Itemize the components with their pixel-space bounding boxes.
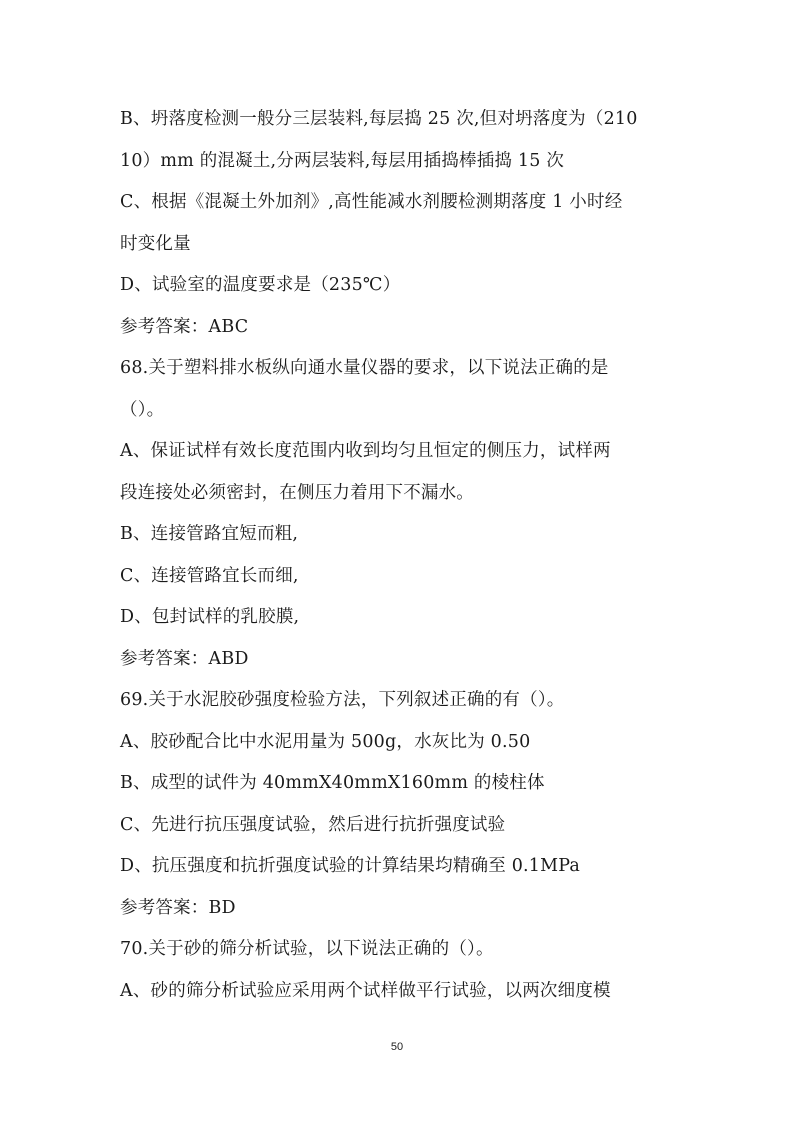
option-c: C、连接管路宜长而细,: [120, 565, 299, 586]
option-a: A、胶砂配合比中水泥用量为 500g，水灰比为 0.50: [120, 731, 531, 752]
answer-line: 参考答案：ABD: [120, 648, 249, 669]
question-68: 68.关于塑料排水板纵向通水量仪器的要求，以下说法正确的是: [120, 358, 609, 378]
option-b: B、连接管路宜短而粗,: [120, 524, 299, 544]
option-a: A、保证试样有效长度范围内收到均匀且恒定的侧压力，试样两: [120, 441, 611, 461]
option-b: B、成型的试件为 40mmX40mmX160mm 的棱柱体: [120, 773, 545, 793]
answer-line: 参考答案：BD: [120, 897, 236, 918]
answer-line: 参考答案：ABC: [120, 316, 249, 337]
text-line: 时变化量: [120, 233, 191, 254]
option-d: D、抗压强度和抗折强度试验的计算结果均精确至 0.1MPa: [120, 856, 581, 876]
page-number: 50: [390, 1041, 404, 1053]
question-70: 70.关于砂的筛分析试验，以下说法正确的（）。: [120, 939, 494, 959]
text-line: 10）mm 的混凝土,分两层装料,每层用插捣棒插捣 15 次: [120, 150, 565, 171]
document-body: [120, 99, 680, 1012]
text-line: B、坍落度检测一般分三层装料,每层捣 25 次,但对坍落度为（210: [120, 109, 638, 129]
option-c: C、先进行抗压强度试验，然后进行抗折强度试验: [120, 814, 506, 835]
question-69: 69.关于水泥胶砂强度检验方法，下列叙述正确的有（）。: [120, 690, 565, 710]
option-a: A、砂的筛分析试验应采用两个试样做平行试验，以两次细度模: [120, 980, 611, 1001]
text-line: C、根据《混凝土外加剂》,高性能减水剂腰检测期落度 1 小时经: [120, 192, 623, 212]
option-d: D、包封试样的乳胶膜,: [120, 607, 300, 627]
text-line: 段连接处必须密封，在侧压力着用下不漏水。: [120, 482, 474, 503]
text-line: （）。: [120, 399, 165, 420]
text-line: D、试验室的温度要求是（235℃）: [120, 275, 401, 295]
